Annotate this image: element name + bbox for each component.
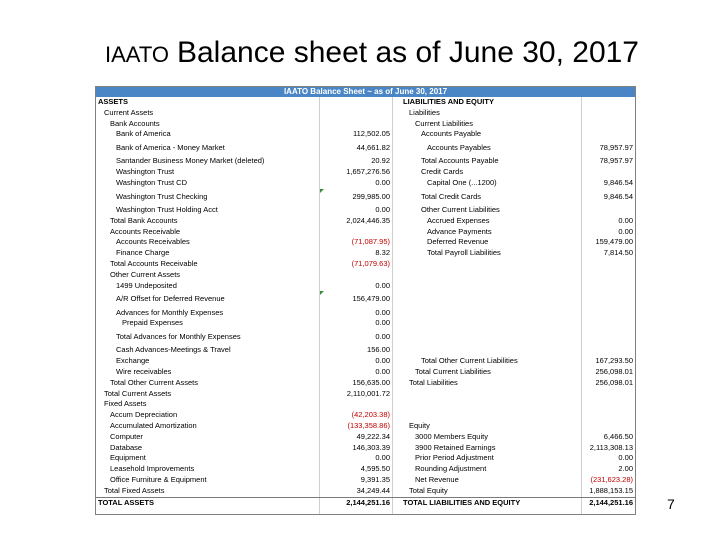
asset-value: (71,079.63) [351,259,390,268]
table-row [96,178,635,189]
asset-label: Total Bank Accounts [110,215,178,225]
asset-value: 4,595.50 [360,464,390,474]
table-row [96,318,635,329]
table-row [96,248,635,259]
liability-label: Capital One (...1200) [427,178,497,187]
liability-label: TOTAL LIABILITIES AND EQUITY [403,497,521,507]
asset-value: 49,222.34 [356,431,390,441]
asset-value: 0.00 [375,178,390,187]
table-row [96,464,635,475]
table-row [96,475,635,486]
asset-value: 2,024,446.35 [346,215,390,225]
liability-value [581,108,635,119]
table-row [96,308,635,319]
asset-label: Bank of America [116,129,171,139]
asset-value: 156,635.00 [352,377,390,387]
asset-label: Office Furniture & Equipment [110,475,207,484]
table-row [96,291,635,307]
liability-label [401,399,583,410]
liability-value [581,119,635,130]
table-row [96,367,635,378]
table-row [96,227,635,238]
asset-label: Prepaid Expenses [122,318,183,328]
table-row [96,216,635,227]
asset-value [319,399,392,410]
liability-label: Advance Payments [427,226,492,236]
table-row [96,270,635,281]
liability-label: 3900 Retained Earnings [415,442,496,452]
asset-label: Leasehold Improvements [110,464,195,474]
asset-label: Fixed Assets [104,399,147,409]
liability-label [401,291,583,307]
liability-value [581,270,635,281]
liability-value: 6,466.50 [603,431,633,441]
table-row [96,108,635,119]
asset-label: Total Fixed Assets [104,485,165,495]
asset-label: Washington Trust CD [116,178,187,187]
liability-label: Total Payroll Liabilities [427,248,501,258]
liability-value: 167,293.50 [595,356,633,366]
asset-label: Washington Trust Holding Acct [116,205,218,214]
table-row [96,410,635,421]
asset-value: 0.00 [375,356,390,366]
asset-label: Bank Accounts [110,118,160,128]
liability-value [581,129,635,140]
asset-label: Database [110,442,143,452]
asset-label: A/R Offset for Deferred Revenue [116,294,225,304]
asset-value: 8.32 [375,248,390,258]
asset-value: (71,087.95) [351,237,390,247]
asset-label: Accumulated Amortization [110,421,197,430]
table-row [96,432,635,443]
liability-value: 9,846.54 [603,191,633,201]
table-row [96,356,635,367]
asset-value: 9,391.35 [360,475,390,484]
table-row [96,443,635,454]
sheet-header: IAATO Balance Sheet ~ as of June 30, 2017 [96,87,635,97]
table-row [96,389,635,400]
asset-value: 2,110,001.72 [346,388,390,398]
liability-value: 2,144,251.16 [589,497,633,507]
liability-value: 1,888,153.15 [589,485,633,495]
liability-value: 159,479.00 [595,237,633,247]
liability-value [581,329,635,345]
table-row [96,378,635,389]
liability-value: 78,957.97 [599,156,633,166]
asset-label: Advances for Monthly Expenses [116,307,224,317]
asset-value [319,108,392,119]
liability-value [581,308,635,319]
liability-label: Accounts Payable [421,129,482,139]
liability-label: Other Current Liabilities [421,205,500,214]
table-row [96,486,635,497]
balance-sheet-table [95,86,636,515]
asset-value: 156,479.00 [352,294,390,304]
asset-value: 0.00 [375,318,390,328]
asset-value: 20.92 [371,156,390,166]
asset-label: TOTAL ASSETS [98,497,154,507]
asset-value: (42,203.38) [351,410,390,420]
title-org: IAATO [105,42,169,67]
asset-label: Exchange [116,356,150,366]
liability-label: Total Liabilities [409,377,458,387]
liability-value: 0.00 [618,453,633,463]
liability-value: 78,957.97 [599,143,633,153]
table-row [96,97,635,108]
asset-label: Washington Trust Checking [116,191,208,201]
table-row [96,281,635,292]
liability-label: Total Equity [409,485,448,495]
liability-label: 3000 Members Equity [415,431,488,441]
table-row [96,345,635,356]
liability-label [401,345,583,356]
liability-value: 256,098.01 [595,377,633,387]
asset-label: Santander Business Money Market (deleted) [116,156,265,166]
liability-label: Accounts Payables [427,143,491,153]
table-row [96,140,635,156]
table-row [96,453,635,464]
liability-label [401,281,583,292]
comment-marker-icon [320,291,324,295]
liability-value: 0.00 [618,226,633,236]
liability-label: Liabilities [409,107,440,117]
asset-value: 146,303.39 [352,442,390,452]
table-row [96,497,635,509]
asset-label: ASSETS [98,97,129,106]
table-row [96,399,635,410]
asset-value: 2,144,251.16 [346,497,390,507]
liability-label: Rounding Adjustment [415,464,487,474]
liability-label: Accrued Expenses [427,215,490,225]
asset-value: 0.00 [375,205,390,214]
asset-value: 299,985.00 [352,191,390,201]
liability-value [581,389,635,400]
liability-label [401,318,583,329]
asset-value [319,270,392,281]
asset-label: Finance Charge [116,248,170,258]
liability-label [401,308,583,319]
liability-label: Deferred Revenue [427,237,489,247]
asset-value: 44,661.82 [356,143,390,153]
asset-value: 34,249.44 [356,485,390,495]
liability-value [581,167,635,178]
asset-label: Equipment [110,453,146,463]
liability-label: Total Current Liabilities [415,367,491,376]
table-row [96,156,635,167]
asset-value: 112,502.05 [353,129,390,139]
liability-value: 0.00 [618,215,633,225]
liability-label: Total Accounts Payable [421,156,499,166]
asset-value: 0.00 [375,280,390,290]
liability-value [581,421,635,432]
table-row [96,237,635,248]
asset-label: Wire receivables [116,367,172,376]
asset-label: Total Accounts Receivable [110,259,198,268]
liability-label [401,410,583,421]
title-main: Balance sheet as of June 30, 2017 [176,36,639,69]
liability-value: 9,846.54 [603,178,633,187]
liability-value: 2,113,308.13 [589,442,633,452]
asset-value: 156.00 [367,345,390,355]
liability-value [581,345,635,356]
liability-value: 256,098.01 [595,367,633,376]
asset-label: Computer [110,431,143,441]
asset-label: Accounts Receivable [110,226,181,236]
asset-label: Other Current Assets [110,269,181,279]
asset-value: 1,657,276.56 [346,167,390,177]
asset-label: 1499 Undeposited [116,280,177,290]
asset-label: Accum Depreciation [110,410,178,420]
table-row [96,259,635,270]
liability-label: Total Credit Cards [421,191,482,201]
liability-label: Prior Period Adjustment [415,453,494,463]
liability-label [401,389,583,400]
liability-label [401,329,583,345]
liability-value [581,399,635,410]
liability-label: Credit Cards [421,167,464,177]
asset-value [319,97,392,108]
asset-label: Cash Advances-Meetings & Travel [116,345,231,355]
liability-value [581,259,635,270]
asset-label: Total Other Current Assets [110,377,198,387]
liability-value: 2.00 [618,464,633,474]
asset-label: Bank of America - Money Market [116,143,225,153]
liability-label [401,259,583,270]
asset-value [319,227,392,238]
liability-label: Net Revenue [415,475,459,484]
liability-label: Current Liabilities [415,118,473,128]
asset-value: (133,358.86) [347,421,390,430]
asset-label: Washington Trust [116,167,175,177]
liability-label: Equity [409,421,430,430]
asset-label: Total Advances for Monthly Expenses [116,332,241,342]
table-row [96,119,635,130]
liability-value [581,291,635,307]
asset-label: Total Current Assets [104,388,172,398]
table-row [96,329,635,345]
table-row [96,129,635,140]
table-row [96,189,635,205]
liability-value [581,318,635,329]
liability-label: LIABILITIES AND EQUITY [403,97,494,106]
liability-value: 7,814.50 [603,248,633,258]
liability-value [581,410,635,421]
asset-value [319,119,392,130]
liability-value: (231,623.28) [590,475,633,484]
liability-value [581,205,635,216]
asset-value: 0.00 [375,367,390,376]
asset-value: 0.00 [375,307,390,317]
slide-title [105,36,639,70]
liability-label: Total Other Current Liabilities [421,356,518,366]
table-row [96,421,635,432]
table-row [96,205,635,216]
asset-label: Accounts Receivables [116,237,190,247]
comment-marker-icon [320,189,324,193]
slide-number: 7 [667,496,675,512]
asset-value: 0.00 [375,332,390,342]
asset-label: Current Assets [104,107,154,117]
table-row [96,167,635,178]
liability-value [581,97,635,108]
liability-label [401,270,583,281]
asset-value: 0.00 [375,453,390,463]
liability-value [581,281,635,292]
